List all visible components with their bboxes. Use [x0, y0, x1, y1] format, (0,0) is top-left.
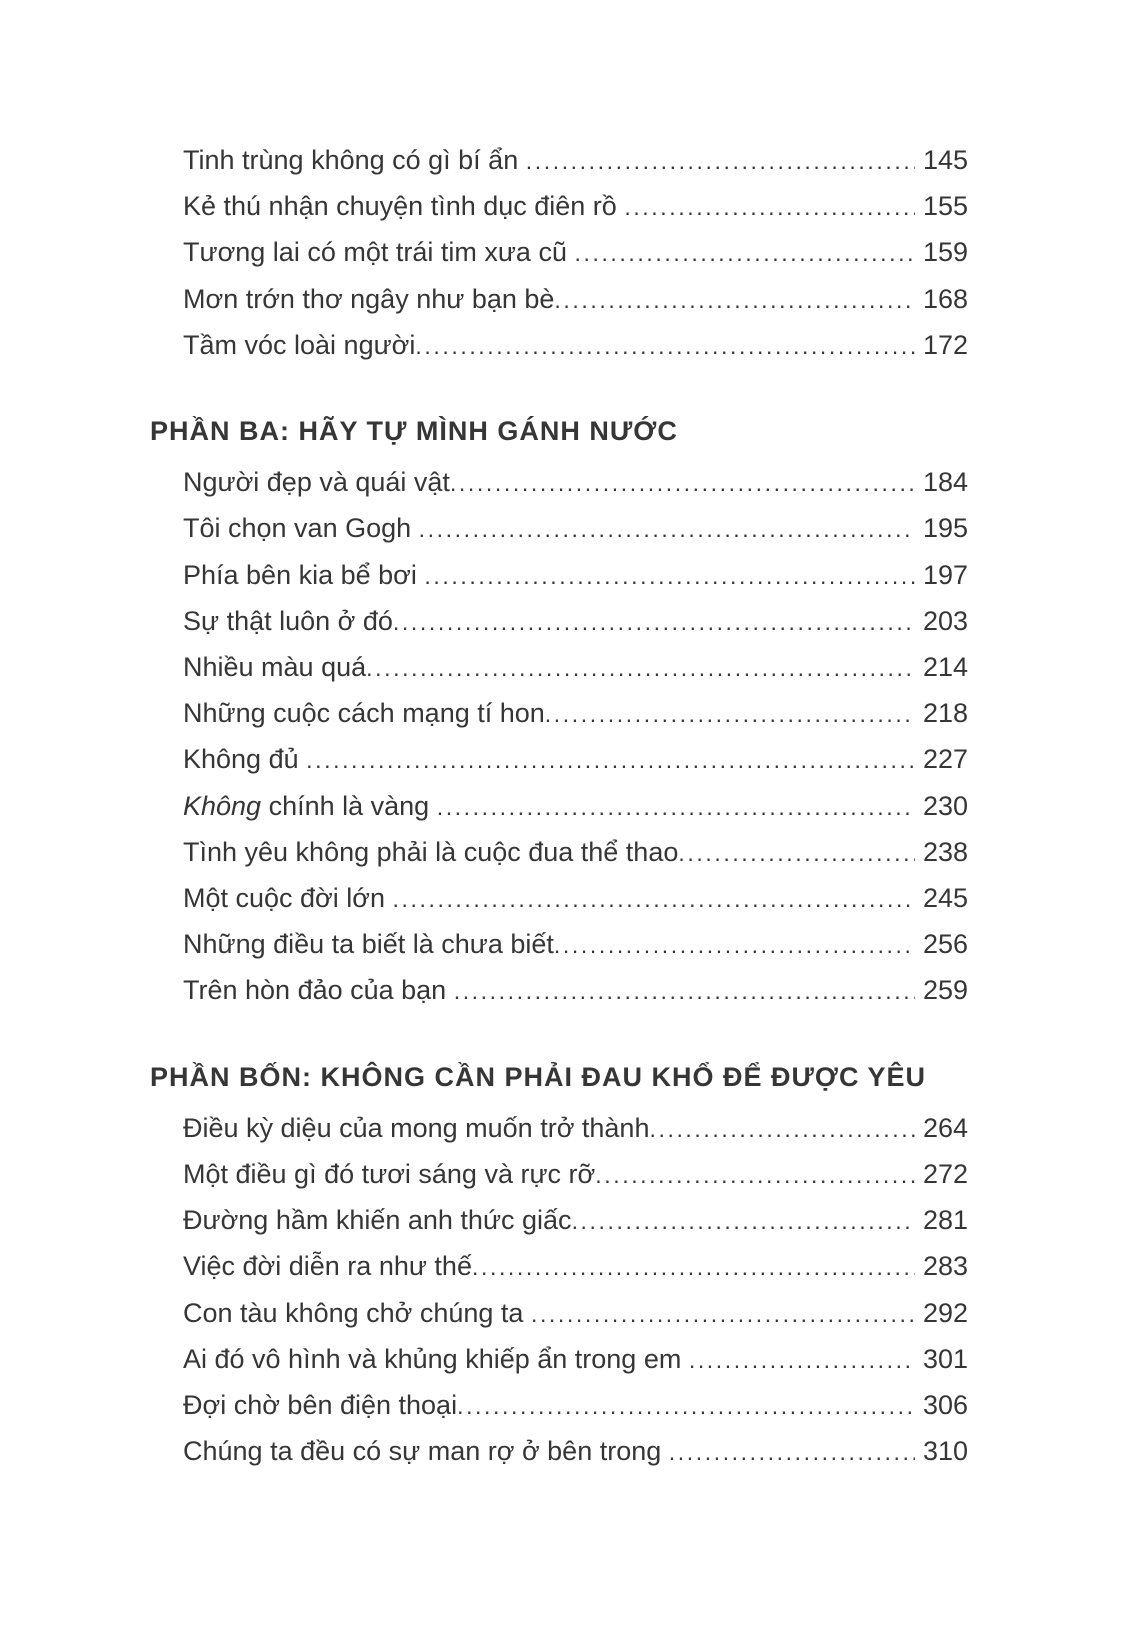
- toc-entry: [150, 323, 968, 369]
- toc-entry-title-text: Những cuộc cách mạng tí hon: [183, 698, 545, 729]
- toc-entry: [150, 1152, 968, 1198]
- toc-entry: [150, 277, 968, 323]
- toc-entry-page-number: 145: [922, 145, 968, 175]
- toc-entry-title: [183, 277, 554, 322]
- toc-entry-title: [183, 830, 678, 875]
- dot-leader: [572, 1199, 915, 1244]
- section-entries: [150, 1106, 968, 1476]
- dot-leader: [669, 1430, 915, 1475]
- toc-entry-title-text: Đường hầm khiến anh thức giấc: [183, 1205, 572, 1236]
- dot-leader: [526, 139, 915, 184]
- toc-entry: [150, 876, 968, 922]
- toc-entry-page-number: 230: [922, 790, 968, 821]
- toc-entry: [150, 184, 968, 230]
- toc-entry: [150, 1198, 968, 1244]
- toc-entry-title: [183, 323, 415, 368]
- dot-leader: [545, 692, 915, 737]
- toc-entry-title: [183, 230, 574, 275]
- toc-entry-page-number: 184: [922, 467, 968, 498]
- toc-entry: [150, 1383, 968, 1429]
- toc-entry: [150, 645, 968, 691]
- dot-leader: [689, 1338, 915, 1383]
- toc-entry-title: [183, 599, 393, 644]
- toc-entry-title: [183, 506, 419, 551]
- toc-entry-page-number: 310: [922, 1436, 968, 1467]
- toc-entry-page-number: 203: [922, 605, 968, 636]
- toc-entry-page-number: 195: [922, 513, 968, 544]
- toc-entry: [150, 784, 968, 830]
- toc-entry: [150, 1337, 968, 1383]
- toc-entry-page-number: 292: [922, 1297, 968, 1328]
- toc-section: [150, 138, 968, 369]
- dot-leader: [531, 1292, 915, 1337]
- dot-leader: [306, 738, 915, 783]
- toc-entry-title-text: Đợi chờ bên điện thoại: [183, 1390, 458, 1421]
- toc-entry-title-text: Tôi chọn van Gogh: [183, 513, 419, 544]
- toc-entry: [150, 1429, 968, 1475]
- toc-entry-title-text: Chúng ta đều có sự man rợ ở bên trong: [183, 1436, 669, 1467]
- toc-entry-page-number: 281: [922, 1205, 968, 1236]
- toc-entry: [150, 230, 968, 276]
- toc-entry-title-text: Người đẹp và quái vật: [183, 467, 450, 498]
- toc-entry-page-number: 155: [922, 191, 968, 222]
- toc-entry: [150, 506, 968, 552]
- toc-entry: [150, 1291, 968, 1337]
- toc-entry-title: [183, 1383, 457, 1428]
- toc-entry-title: [183, 1291, 531, 1336]
- toc-entry-title-text: Tinh trùng không có gì bí ẩn: [183, 145, 526, 175]
- dot-leader: [574, 231, 914, 276]
- toc-entry-page-number: 259: [922, 975, 968, 1006]
- toc-entry-title: [183, 1337, 689, 1382]
- toc-entry-title: [183, 737, 306, 782]
- toc-entry-title-text: Nhiều màu quá: [183, 652, 367, 683]
- toc-entry-page-number: 306: [922, 1390, 968, 1421]
- dot-leader: [649, 1107, 914, 1152]
- dot-leader: [554, 278, 915, 323]
- toc-entry-page-number: 301: [922, 1343, 968, 1374]
- toc-entry: [150, 830, 968, 876]
- dot-leader: [454, 969, 915, 1014]
- toc-entry-page-number: 218: [922, 698, 968, 729]
- toc-entry-title-text: Một cuộc đời lớn: [183, 883, 393, 914]
- dot-leader: [678, 831, 915, 876]
- toc-entry-title-text: Việc đời diễn ra như thế: [183, 1251, 472, 1282]
- dot-leader: [393, 600, 915, 645]
- dot-leader: [419, 507, 915, 552]
- toc-entry-page-number: 214: [922, 652, 968, 683]
- toc-entry: [150, 922, 968, 968]
- toc-entry-title-text: Tầm vóc loài người: [183, 329, 416, 360]
- toc-entry-title-text: Tương lai có một trái tim xưa cũ: [183, 237, 575, 268]
- toc-entry-page-number: 272: [922, 1159, 968, 1190]
- toc-entry-title-text: Ai đó vô hình và khủng khiếp ẩn trong em: [183, 1343, 689, 1374]
- dot-leader: [415, 324, 915, 369]
- toc-entry-title-text: Điều kỳ diệu của mong muốn trở thành: [183, 1112, 650, 1143]
- toc-entry-title: [183, 553, 424, 598]
- dot-leader: [554, 923, 915, 968]
- toc-entry-title-text: Con tàu không chở chúng ta: [183, 1297, 531, 1328]
- section-heading: PHẦN BỐN: KHÔNG CẦN PHẢI ĐAU KHỔ ĐỂ ĐƯỢC YÊU: [150, 1061, 926, 1092]
- toc-entry-title-text: Trên hòn đảo của bạn: [183, 975, 454, 1006]
- toc-entry-title: [183, 645, 366, 690]
- toc-entry-title-text: Những điều ta biết là chưa biết: [183, 929, 554, 960]
- section-heading: PHẦN BA: HÃY TỰ MÌNH GÁNH NƯỚC: [150, 416, 678, 447]
- toc-entry-title: [183, 184, 624, 229]
- toc-entry-page-number: 172: [922, 329, 968, 360]
- toc-entry-title-text: Sự thật luôn ở đó: [183, 605, 393, 636]
- toc-entry: [150, 968, 968, 1014]
- toc-section: [150, 1055, 968, 1476]
- toc-entry-title: [183, 876, 393, 921]
- toc-entry-title-italic: Không: [183, 790, 262, 821]
- toc-entry-title: [183, 460, 450, 505]
- toc-entry: [150, 599, 968, 645]
- toc-entry-title: [183, 922, 554, 967]
- section-entries: [150, 138, 968, 369]
- toc-entry: [150, 1244, 968, 1290]
- toc-entry-page-number: 159: [922, 237, 968, 268]
- toc-entry-title: [183, 1152, 595, 1197]
- toc-entry-page-number: 283: [922, 1251, 968, 1282]
- toc-entry-page-number: 168: [922, 283, 968, 314]
- toc-entry-page-number: 264: [922, 1112, 968, 1143]
- toc-entry-page-number: 256: [922, 929, 968, 960]
- toc-entry: [150, 737, 968, 783]
- dot-leader: [437, 785, 915, 830]
- toc-entry-page-number: 245: [922, 883, 968, 914]
- toc-entry-title-text: Mơn trớn thơ ngây như bạn bè: [183, 283, 555, 314]
- section-entries: [150, 460, 968, 1014]
- table-of-contents: [150, 138, 968, 1475]
- toc-entry-title: [183, 784, 437, 829]
- toc-entry-page-number: 238: [922, 836, 968, 867]
- toc-entry-title-text: chính là vàng: [261, 790, 437, 821]
- toc-entry-title-text: Tình yêu không phải là cuộc đua thể thao: [183, 836, 679, 867]
- dot-leader: [366, 646, 915, 691]
- toc-entry: [150, 460, 968, 506]
- toc-entry-page-number: 227: [922, 744, 968, 775]
- toc-entry-title: [183, 691, 545, 736]
- dot-leader: [595, 1153, 915, 1198]
- toc-entry: [150, 553, 968, 599]
- dot-leader: [472, 1245, 915, 1290]
- toc-entry: [150, 691, 968, 737]
- toc-entry-title: [183, 968, 454, 1013]
- dot-leader: [457, 1384, 915, 1429]
- toc-entry-title: [183, 1106, 649, 1151]
- toc-entry-title-text: Kẻ thú nhận chuyện tình dục điên rồ: [183, 191, 625, 222]
- dot-leader: [393, 877, 915, 922]
- toc-entry-title: [183, 1429, 669, 1474]
- toc-entry: [150, 1106, 968, 1152]
- toc-section: [150, 409, 968, 1015]
- toc-entry-page-number: 197: [922, 559, 968, 590]
- dot-leader: [424, 554, 915, 599]
- dot-leader: [450, 461, 915, 506]
- toc-entry-title-text: Phía bên kia bể bơi: [183, 559, 425, 590]
- toc-entry: [150, 138, 968, 184]
- toc-entry-title: [183, 138, 526, 183]
- toc-entry-title: [183, 1198, 572, 1243]
- toc-entry-title: [183, 1244, 472, 1289]
- toc-entry-title-text: Không đủ: [183, 744, 307, 775]
- dot-leader: [624, 185, 915, 230]
- toc-entry-title-text: Một điều gì đó tươi sáng và rực rỡ: [183, 1159, 596, 1190]
